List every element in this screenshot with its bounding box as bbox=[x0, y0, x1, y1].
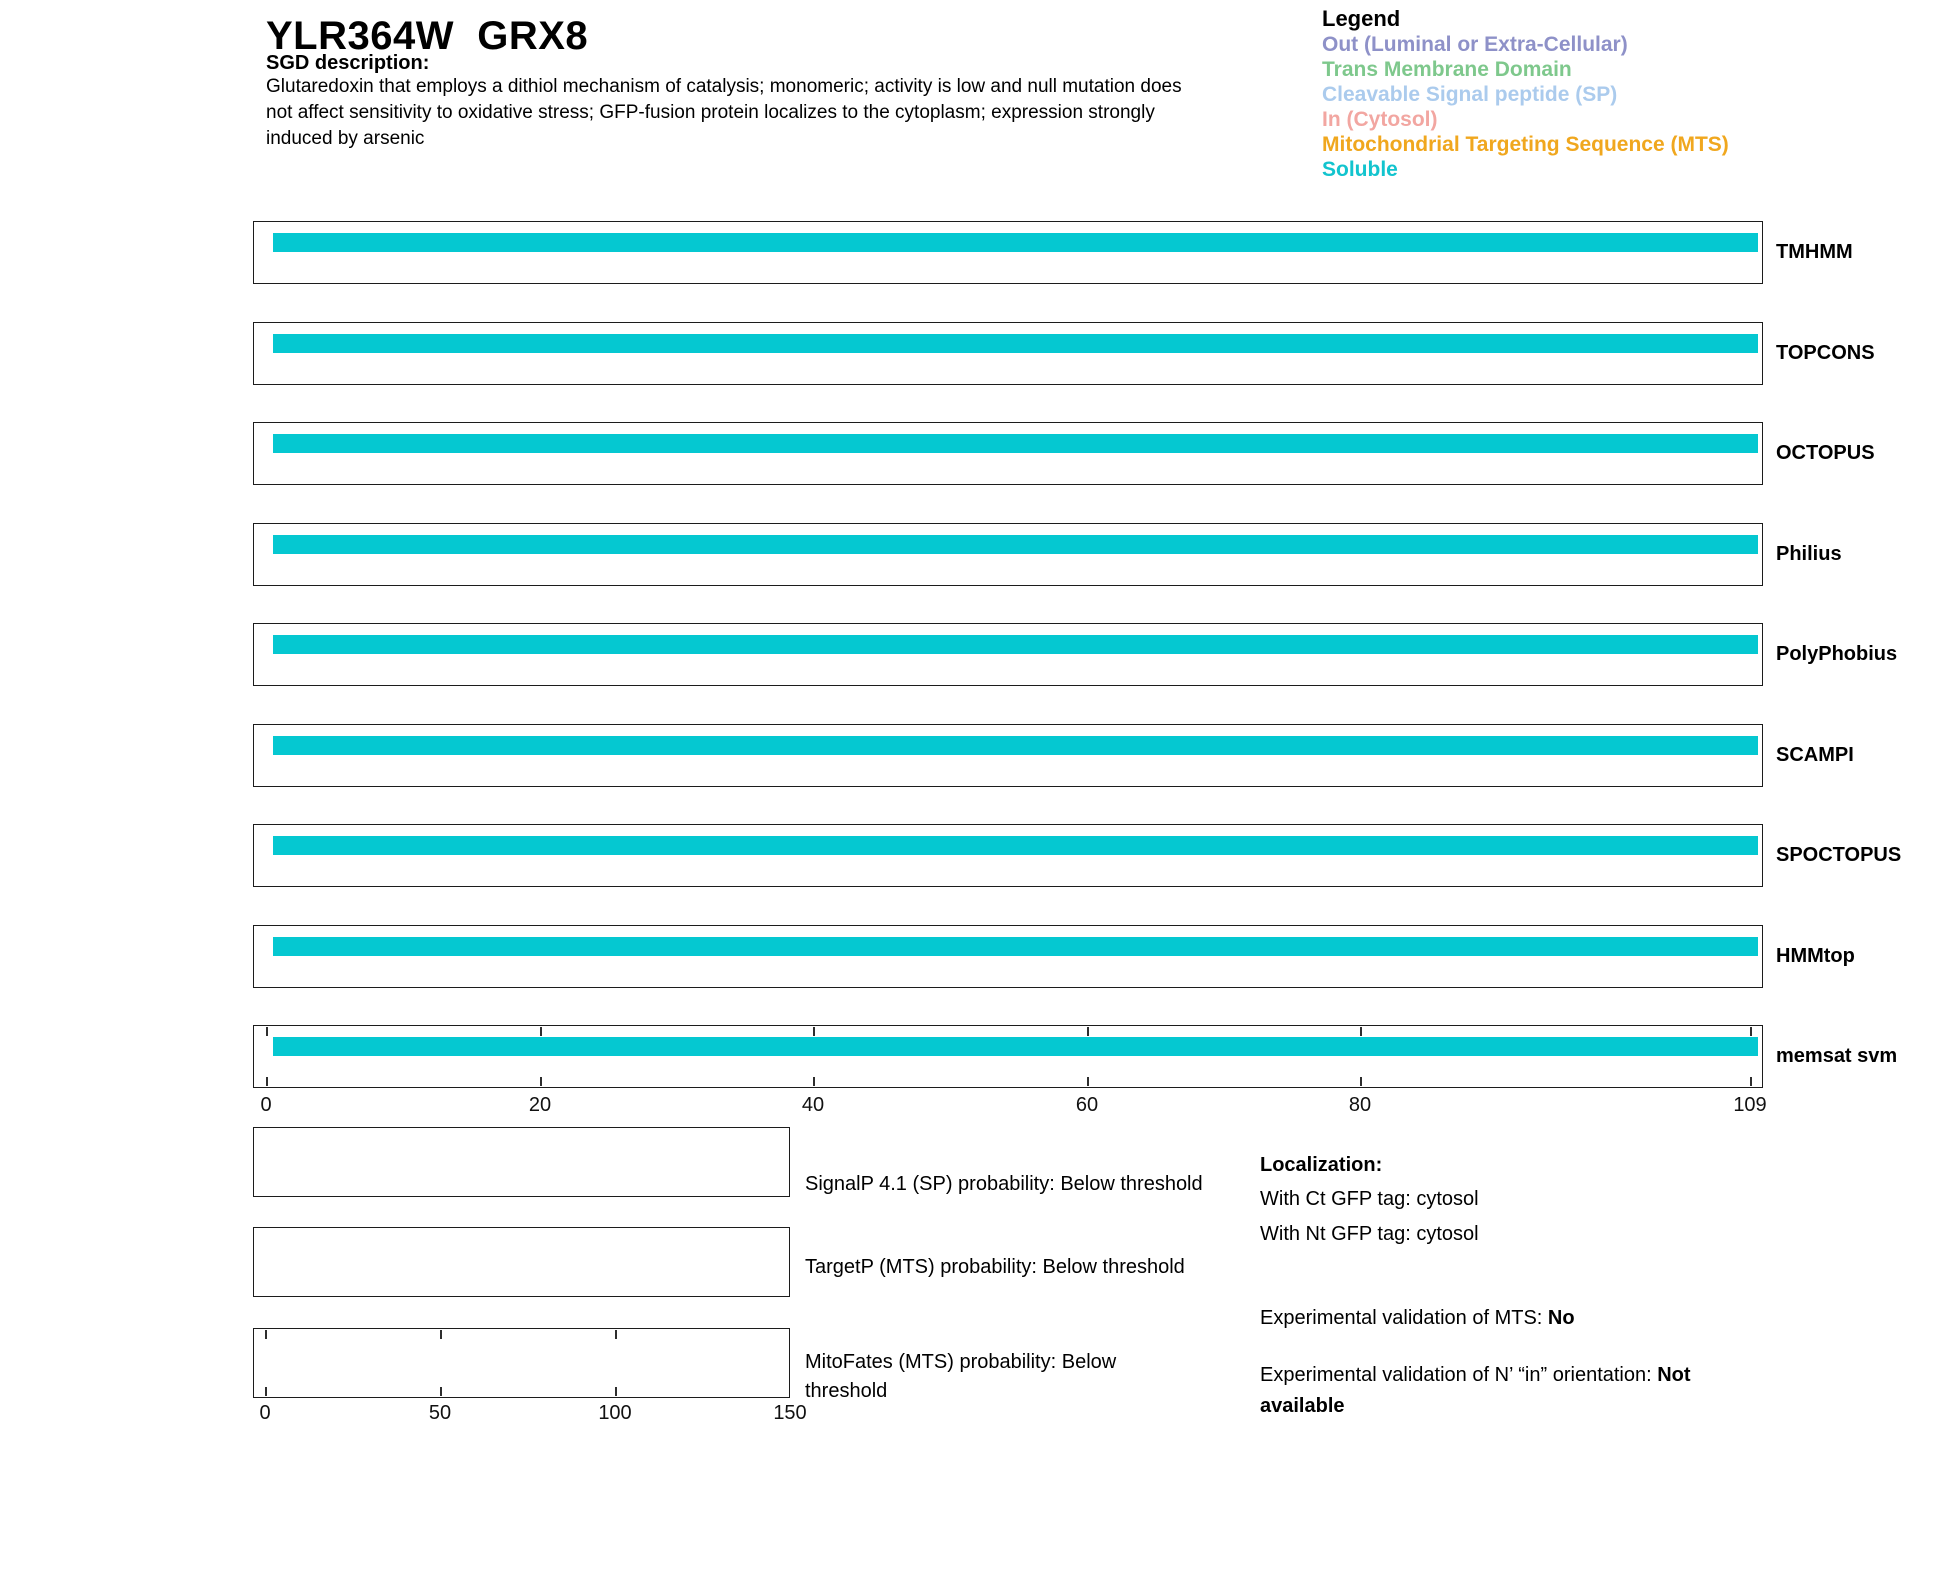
axis-tick-mark bbox=[265, 1330, 267, 1339]
axis-tick-mark bbox=[1360, 1027, 1362, 1036]
track-box-spoctopus bbox=[253, 824, 1763, 887]
orientation-validation-label: Experimental validation of N’ “in” orientation: bbox=[1260, 1364, 1658, 1386]
localization-heading: Localization: bbox=[1260, 1154, 1383, 1176]
soluble-segment-bar bbox=[273, 1037, 1758, 1056]
axis-tick-mark bbox=[615, 1387, 617, 1396]
localization-ct-gfp: With Ct GFP tag: cytosol bbox=[1260, 1188, 1479, 1210]
legend-items bbox=[1322, 32, 1729, 182]
sgd-description-heading: SGD description: bbox=[266, 52, 430, 74]
track-box-polyphobius bbox=[253, 623, 1763, 686]
axis-tick-mark bbox=[1750, 1077, 1752, 1086]
targetp-probability-box bbox=[253, 1227, 790, 1297]
track-label-hmmtop: HMMtop bbox=[1776, 945, 1855, 967]
residue-axis-label: 109 bbox=[1733, 1094, 1767, 1116]
track-box-octopus bbox=[253, 422, 1763, 485]
probability-axis-label: 150 bbox=[773, 1402, 807, 1424]
orientation-validation-value: Not available bbox=[1260, 1364, 1691, 1417]
axis-tick-mark bbox=[1750, 1027, 1752, 1036]
signalp-probability-box bbox=[253, 1127, 790, 1197]
probability-axis-label: 100 bbox=[598, 1402, 632, 1424]
localization-nt-gfp: With Nt GFP tag: cytosol bbox=[1260, 1223, 1479, 1245]
residue-axis-label: 40 bbox=[801, 1094, 825, 1116]
soluble-segment-bar bbox=[273, 736, 1758, 755]
track-label-octopus: OCTOPUS bbox=[1776, 442, 1875, 464]
probability-axis-label: 0 bbox=[259, 1402, 271, 1424]
residue-axis-label: 20 bbox=[528, 1094, 552, 1116]
axis-tick-mark bbox=[540, 1077, 542, 1086]
legend bbox=[1322, 6, 1729, 182]
soluble-segment-bar bbox=[273, 233, 1758, 252]
sgd-description-line: induced by arsenic bbox=[266, 128, 425, 149]
soluble-segment-bar bbox=[273, 937, 1758, 956]
legend-item-trans: Trans Membrane Domain bbox=[1322, 58, 1572, 81]
mts-validation-value: No bbox=[1547, 1307, 1575, 1329]
legend-heading: Legend bbox=[1322, 6, 1401, 31]
axis-tick-mark bbox=[615, 1330, 617, 1339]
legend-item-soluble: Soluble bbox=[1322, 158, 1398, 181]
sgd-description-line: Glutaredoxin that employs a dithiol mechanism of catalysis; monomeric; activity is low and null mutation does bbox=[266, 76, 1182, 97]
track-label-scampi: SCAMPI bbox=[1776, 744, 1854, 766]
signalp-probability-label: SignalP 4.1 (SP) probability: Below threshold bbox=[805, 1173, 1203, 1195]
track-box-tmhmm bbox=[253, 221, 1763, 284]
track-box-memsat-svm bbox=[253, 1025, 1763, 1088]
page-title: YLR364W GRX8 bbox=[266, 14, 589, 58]
soluble-segment-bar bbox=[273, 836, 1758, 855]
track-label-philius: Philius bbox=[1776, 543, 1842, 565]
targetp-probability-label: TargetP (MTS) probability: Below threshold bbox=[805, 1256, 1185, 1278]
axis-tick-mark bbox=[440, 1387, 442, 1396]
track-box-scampi bbox=[253, 724, 1763, 787]
legend-item-in: In (Cytosol) bbox=[1322, 108, 1438, 131]
axis-tick-mark bbox=[813, 1027, 815, 1036]
mitofates-probability-label: MitoFates (MTS) probability: Below threshold bbox=[805, 1351, 1117, 1402]
axis-tick-mark bbox=[266, 1077, 268, 1086]
track-label-polyphobius: PolyPhobius bbox=[1776, 643, 1898, 665]
track-label-memsat-svm: memsat svm bbox=[1776, 1045, 1898, 1067]
axis-tick-mark bbox=[265, 1387, 267, 1396]
probability-axis-label: 50 bbox=[428, 1402, 452, 1424]
legend-item-mitochondrial: Mitochondrial Targeting Sequence (MTS) bbox=[1322, 133, 1729, 156]
track-box-topcons bbox=[253, 322, 1763, 385]
soluble-segment-bar bbox=[273, 434, 1758, 453]
mts-validation-label: Experimental validation of MTS: bbox=[1260, 1307, 1548, 1329]
soluble-segment-bar bbox=[273, 535, 1758, 554]
axis-tick-mark bbox=[440, 1330, 442, 1339]
mitofates-probability-box bbox=[253, 1328, 790, 1398]
track-label-topcons: TOPCONS bbox=[1776, 342, 1875, 364]
track-box-hmmtop bbox=[253, 925, 1763, 988]
legend-item-out: Out (Luminal or Extra-Cellular) bbox=[1322, 33, 1628, 56]
axis-tick-mark bbox=[266, 1027, 268, 1036]
legend-item-cleavable: Cleavable Signal peptide (SP) bbox=[1322, 83, 1618, 106]
sgd-description-text bbox=[266, 74, 1182, 152]
axis-tick-mark bbox=[540, 1027, 542, 1036]
track-box-philius bbox=[253, 523, 1763, 586]
mts-validation-line bbox=[1260, 1303, 1575, 1333]
track-label-spoctopus: SPOCTOPUS bbox=[1776, 844, 1902, 866]
orientation-validation-line bbox=[1260, 1360, 1775, 1422]
residue-axis-label: 0 bbox=[260, 1094, 272, 1116]
soluble-segment-bar bbox=[273, 334, 1758, 353]
residue-axis-label: 80 bbox=[1348, 1094, 1372, 1116]
axis-tick-mark bbox=[1360, 1077, 1362, 1086]
track-label-tmhmm: TMHMM bbox=[1776, 241, 1853, 263]
axis-tick-mark bbox=[1087, 1077, 1089, 1086]
axis-tick-mark bbox=[813, 1077, 815, 1086]
sgd-description-line: not affect sensitivity to oxidative stress; GFP-fusion protein localizes to the cytoplasm; expression strongly bbox=[266, 102, 1155, 123]
axis-tick-mark bbox=[1087, 1027, 1089, 1036]
soluble-segment-bar bbox=[273, 635, 1758, 654]
residue-axis-label: 60 bbox=[1075, 1094, 1099, 1116]
